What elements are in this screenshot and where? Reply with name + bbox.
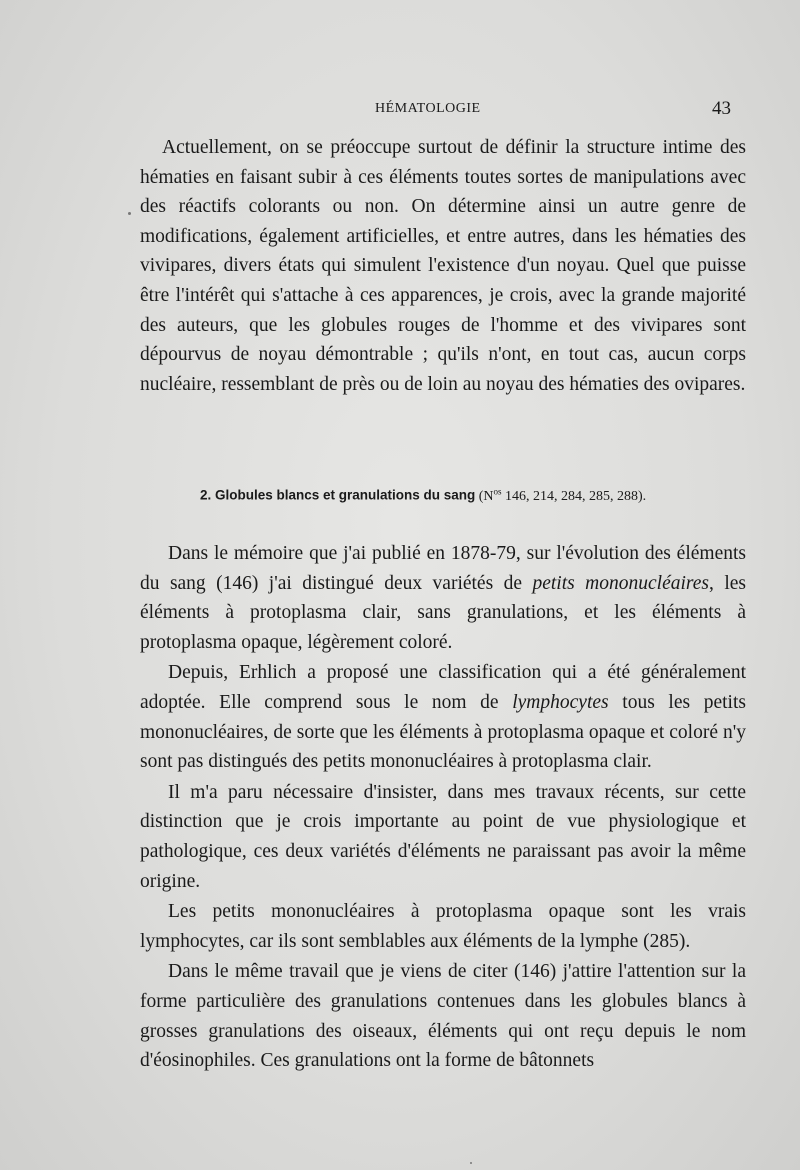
heading-refs-rest: 146, 214, 284, 285, 288). — [501, 488, 647, 504]
italic-lymphocytes: lymphocytes — [512, 691, 609, 713]
paragraph-memoire-1878 — [140, 539, 746, 657]
running-head — [0, 98, 800, 121]
section-heading — [200, 486, 760, 505]
paragraph-memoire-part-1: Dans le mémoire que j'ai publié en 1878-79, sur l'évolution des éléments du sang (146) j'ai distingué deux variétés de — [140, 543, 746, 594]
paper-speck — [128, 212, 131, 215]
paper-speck — [470, 1162, 472, 1164]
paragraph-vrais-lymphocytes: Les petits mononucléaires à protoplasma opaque sont les vrais lymphocytes, car ils sont semblables aux éléments de la lymphe (285). — [140, 901, 746, 952]
paragraph-distinction: Il m'a paru nécessaire d'insister, dans mes travaux récents, sur cette distinction que je crois importante au point de vue physiologique et pathologique, ces deux variétés d'éléments ne paraissant pas avoir la même origine. — [140, 781, 746, 892]
paragraph-erhlich-classification — [140, 658, 746, 776]
running-title: HÉMATOLOGIE — [375, 101, 481, 116]
italic-petits-mononucleaires: petits mononucléaires — [532, 572, 709, 594]
intro-text-block — [140, 133, 746, 399]
section-body — [140, 539, 746, 1076]
paragraph-erhlich-part-1: Depuis, Erhlich a proposé une classification qui a été généralement adoptée. Elle comprend sous le nom de — [140, 662, 746, 713]
section-heading-title: 2. Globules blancs et granulations du sang — [200, 487, 476, 503]
paragraph-eosinophiles: Dans le même travail que je viens de citer (146) j'attire l'attention sur la forme particulière des granulations contenues dans les globules blancs à grosses granulations des oiseaux, éléments qui ont reçu depuis le nom d'éosinophiles. Ces granulations ont la forme de bâtonnets — [140, 961, 746, 1072]
paragraph-hematies-structure: Actuellement, on se préoccupe surtout de définir la structure intime des hématies en faisant subir à ces éléments toutes sortes de manipulations avec des réactifs colorants ou non. On détermine ainsi un autre genre de modifications, également artificielles, et entre autres, dans les hématies des vivipares, divers états qui simulent l'existence d'un noyau. Quel que puisse être l'intérêt qui s'attache à ces apparences, je crois, avec la grande majorité des auteurs, que les globules rouges de l'homme et des vivipares sont dépourvus de noyau démontrable ; qu'ils n'ont, en tout cas, aucun corps nucléaire, ressemblant de près ou de loin au noyau des hématies des ovipares. — [140, 137, 746, 395]
paragraph-erhlich-part-2: tous les petits mononucléaires, de sorte que les éléments à protoplasma opaque et coloré n'y sont pas distingués des petits mononucléaires à protoplasma clair. — [140, 691, 746, 773]
paragraph-memoire-part-2: , les éléments à protoplasma clair, sans granulations, et les éléments à protoplasma opaque, légèrement coloré. — [140, 572, 746, 653]
heading-refs-open: (N — [478, 488, 494, 504]
section-heading-references — [478, 486, 647, 504]
page-number: 43 — [712, 98, 731, 119]
heading-refs-sup: os — [493, 486, 502, 496]
